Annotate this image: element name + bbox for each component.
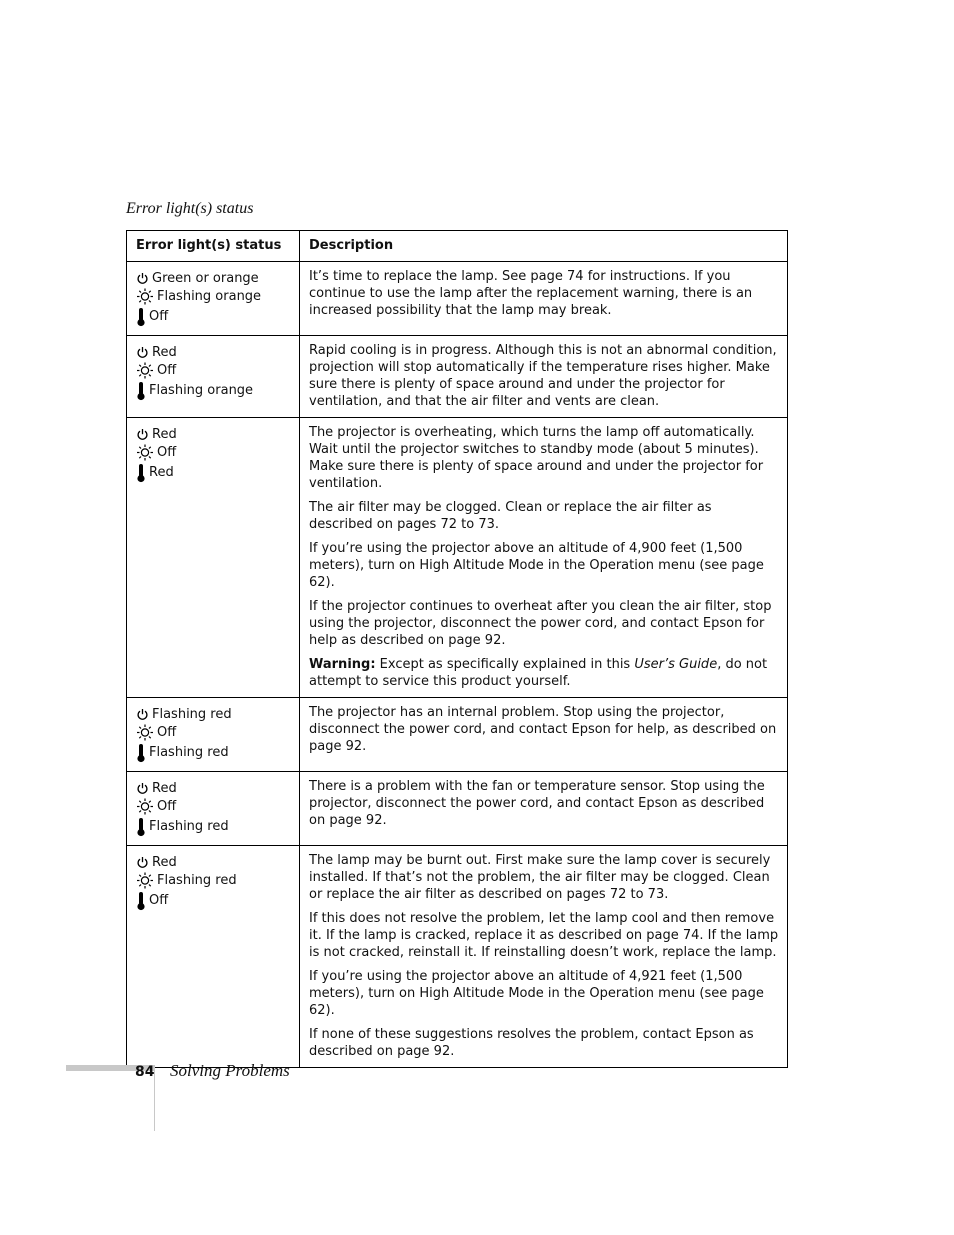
description-paragraph: The air filter may be clogged. Clean or replace the air filter as described on pages 72 to 73.: [309, 500, 712, 532]
warning-text: Except as specifically explained in this: [375, 657, 635, 672]
thermometer-icon: [136, 307, 146, 327]
guide-title: User’s Guide: [634, 657, 718, 672]
description-cell: [300, 262, 788, 336]
lamp-light-label: Flashing orange: [157, 289, 262, 304]
description-paragraph: Rapid cooling is in progress. Although this is not an abnormal condition, projection will stop automatically if the temperature rises higher. Make sure there is plenty of space around and under the projector for ventilation, and that the air filter and vents are clean.: [309, 343, 777, 409]
power-light-label: Red: [152, 426, 177, 442]
description-paragraph: The projector is overheating, which turns the lamp off automatically. Wait until the projector switches to standby mode (about 5 minutes). Make sure there is plenty of space around and under the projector for ventilation.: [309, 425, 764, 491]
menu-item-name: High Altitude Mode: [419, 558, 544, 573]
table-caption: Error light(s) status: [126, 200, 254, 217]
power-icon: [136, 346, 149, 359]
thermometer-icon: [136, 743, 146, 763]
description-cell: [300, 336, 788, 418]
thermometer-icon: [136, 891, 146, 911]
menu-item-name: High Altitude Mode: [419, 986, 544, 1001]
status-cell: [127, 336, 300, 418]
table-row: [127, 262, 788, 336]
lamp-light-label: Off: [157, 799, 177, 814]
temperature-light-status: [136, 379, 291, 402]
table-row: [127, 698, 788, 772]
header-status: Error light(s) status: [127, 231, 300, 262]
thermometer-icon: [136, 381, 146, 401]
lamp-light-label: Off: [157, 363, 177, 378]
lamp-icon: [136, 288, 154, 305]
power-icon: [136, 428, 149, 441]
power-light-label: Red: [152, 854, 177, 870]
power-light-label: Flashing red: [152, 706, 232, 722]
section-title: Solving Problems: [170, 1061, 290, 1080]
lamp-light-label: Flashing red: [157, 873, 237, 888]
description-paragraph: The projector has an internal problem. Stop using the projector, disconnect the power cord, and contact Epson for help, as described on page 92.: [309, 705, 777, 754]
power-icon: [136, 272, 149, 285]
temperature-light-status: [136, 741, 291, 764]
lamp-icon: [136, 724, 154, 741]
description-paragraph: There is a problem with the fan or temperature sensor. Stop using the projector, disconnect the power cord, and contact Epson as described on page 92.: [309, 779, 765, 828]
power-icon: [136, 856, 149, 869]
header-description: Description: [300, 231, 788, 262]
description-paragraph: It’s time to replace the lamp. See page 74 for instructions. If you continue to use the lamp after the replacement warning, there is an increased possibility that the lamp may break.: [309, 269, 753, 318]
table-row: [127, 846, 788, 1068]
description-paragraph: If none of these suggestions resolves the problem, contact Epson as described on page 92.: [309, 1027, 754, 1059]
status-cell: [127, 262, 300, 336]
lamp-icon: [136, 444, 154, 461]
lamp-icon: [136, 872, 154, 889]
lamp-icon: [136, 798, 154, 815]
thermometer-icon: [136, 817, 146, 837]
description-cell: [300, 418, 788, 698]
description-paragraph: If this does not resolve the problem, let the lamp cool and then remove it. If the lamp is cracked, replace it as described on page 74. If the lamp is not cracked, reinstall it. If reinstalling doesn’t work, replace the lamp.: [309, 911, 779, 960]
temperature-light-label: Flashing orange: [149, 383, 254, 398]
temperature-light-status: [136, 305, 291, 328]
temperature-light-label: Off: [149, 309, 169, 324]
table-row: [127, 336, 788, 418]
table-row: [127, 772, 788, 846]
power-light-label: Red: [152, 344, 177, 360]
description-paragraph: The lamp may be burnt out. First make sure the lamp cover is securely installed. If that’s not the problem, the air filter may be clogged. Clean or replace the air filter as described on pages 72 to 73.: [309, 853, 771, 902]
description-cell: [300, 698, 788, 772]
temperature-light-status: [136, 461, 291, 484]
power-icon: [136, 708, 149, 721]
lamp-light-label: Off: [157, 725, 177, 740]
temperature-light-label: Red: [149, 465, 174, 480]
temperature-light-label: Flashing red: [149, 745, 229, 760]
table-header-row: [127, 231, 788, 262]
table-row: [127, 418, 788, 698]
temperature-light-label: Flashing red: [149, 819, 229, 834]
power-light-label: Red: [152, 780, 177, 796]
lamp-light-label: Off: [157, 445, 177, 460]
power-icon: [136, 782, 149, 795]
altitude-paragraph: [309, 540, 779, 591]
status-cell: [127, 698, 300, 772]
altitude-text: If you’re using the projector above an altitude of 4,921 feet (1,500 meters), turn on: [309, 969, 743, 1001]
status-cell: [127, 772, 300, 846]
description-cell: [300, 772, 788, 846]
altitude-text: in the Operation menu (see page 62).: [309, 986, 764, 1018]
warning-paragraph: [309, 656, 779, 690]
status-cell: [127, 418, 300, 698]
altitude-text: in the Operation menu (see page 62).: [309, 558, 764, 590]
warning-label: Warning:: [309, 657, 376, 672]
thermometer-icon: [136, 463, 146, 483]
power-light-label: Green or orange: [152, 270, 259, 286]
status-cell: [127, 846, 300, 1068]
page-number: 84: [135, 1064, 155, 1080]
warning-text: , do not attempt to service this product yourself.: [309, 657, 768, 689]
description-cell: [300, 846, 788, 1068]
altitude-text: If you’re using the projector above an altitude of 4,900 feet (1,500 meters), turn on: [309, 541, 743, 573]
temperature-light-label: Off: [149, 893, 169, 908]
error-status-table: [126, 230, 788, 1068]
description-paragraph: If the projector continues to overheat after you clean the air filter, stop using the projector, disconnect the power cord, and contact Epson for help as described on page 92.: [309, 599, 772, 648]
temperature-light-status: [136, 815, 291, 838]
altitude-paragraph: [309, 968, 779, 1019]
temperature-light-status: [136, 889, 291, 912]
lamp-icon: [136, 362, 154, 379]
